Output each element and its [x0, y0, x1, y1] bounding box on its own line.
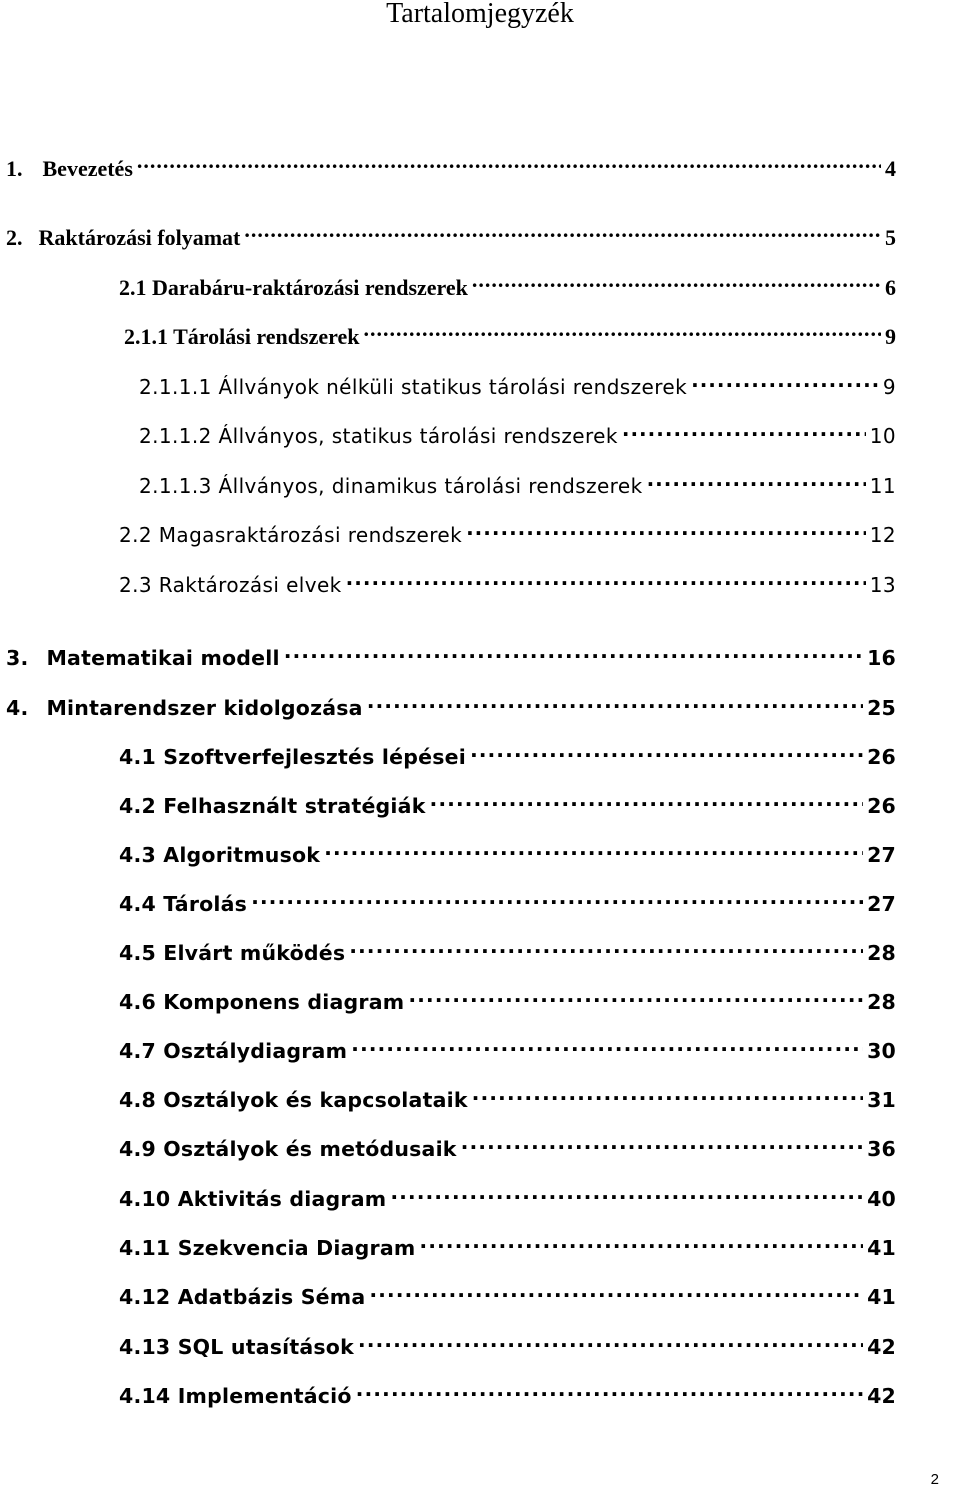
toc-entry-4-2[interactable] [119, 781, 896, 818]
toc-entry-4-7[interactable] [119, 1026, 896, 1063]
toc-entry-label: 4.5 Elvárt működés [119, 941, 346, 965]
toc-entry-4-3[interactable] [119, 830, 896, 867]
toc-entry-page: 5 [885, 225, 896, 250]
toc-entry-label: Bevezetés [42, 156, 133, 181]
toc-entry-4-11[interactable] [119, 1223, 896, 1260]
toc-entry-page: 4 [885, 156, 896, 181]
dot-leader [367, 683, 863, 715]
toc-entry-page: 28 [867, 990, 896, 1014]
dot-leader [346, 560, 866, 592]
toc-entry-page: 41 [867, 1236, 896, 1260]
toc-entry-label: 2.3 Raktározási elvek [119, 573, 342, 597]
toc-entry-page: 31 [867, 1088, 896, 1112]
dot-leader [284, 633, 863, 665]
toc-entry-label: 4.7 Osztálydiagram [119, 1039, 348, 1063]
toc-entry-page: 42 [867, 1384, 896, 1408]
dot-leader [408, 977, 863, 1009]
toc-entry-label: 4.1 Szoftverfejlesztés lépései [119, 745, 466, 769]
toc-entry-2-2[interactable] [119, 510, 896, 547]
dot-leader [137, 144, 881, 176]
toc-entry-label: 4.2 Felhasznált stratégiák [119, 794, 426, 818]
toc-entry-page: 16 [867, 646, 896, 670]
dot-leader [466, 510, 866, 542]
toc-entry-label: Raktározási folyamat [38, 225, 241, 250]
toc-entry-4-4[interactable] [119, 879, 896, 916]
toc-entry-label: 2.1.1 Tárolási rendszerek [124, 324, 360, 349]
toc-entry-2-1-1[interactable] [124, 312, 896, 349]
toc-entry-label: 4.12 Adatbázis Séma [119, 1285, 366, 1309]
toc-entry-number: 2. [6, 225, 23, 250]
dot-leader [472, 263, 881, 295]
dot-leader [251, 879, 863, 911]
toc-title: Tartalomjegyzék [386, 0, 574, 29]
toc-entry-label: 4.11 Szekvencia Diagram [119, 1236, 416, 1260]
toc-entry-raktarozasi-folyamat[interactable] [6, 213, 896, 250]
toc-entry-page: 11 [869, 474, 896, 498]
toc-entry-label: 4.8 Osztályok és kapcsolataik [119, 1088, 468, 1112]
toc-entry-page: 6 [885, 275, 896, 300]
toc-entry-page: 41 [867, 1285, 896, 1309]
dot-leader [647, 461, 866, 493]
toc-entry-label: 4.14 Implementáció [119, 1384, 352, 1408]
toc-entry-4-10[interactable] [119, 1174, 896, 1211]
toc-entry-number: 1. [6, 156, 23, 181]
toc-entry-page: 10 [869, 424, 896, 448]
toc-entry-number: 4. [6, 696, 29, 720]
toc-entry-4-8[interactable] [119, 1075, 896, 1112]
toc-entry-2-1-1-3[interactable] [139, 461, 896, 498]
dot-leader [351, 1026, 863, 1058]
toc-entry-label: Mintarendszer kidolgozása [46, 696, 363, 720]
toc-entry-2-1[interactable] [119, 263, 896, 300]
toc-entry-label: 2.2 Magasraktározási rendszerek [119, 523, 463, 547]
dot-leader [324, 830, 863, 862]
toc-entry-page: 27 [867, 892, 896, 916]
dot-leader [358, 1322, 863, 1354]
toc-entry-page: 13 [869, 573, 896, 597]
toc-entry-page: 9 [882, 375, 896, 399]
toc-entry-label: Matematikai modell [46, 646, 280, 670]
toc-entry-2-1-1-1[interactable] [139, 362, 896, 399]
dot-leader [364, 312, 882, 344]
toc-entry-page: 30 [867, 1039, 896, 1063]
dot-leader [419, 1223, 863, 1255]
toc-entry-2-1-1-2[interactable] [139, 411, 896, 448]
toc-entry-page: 27 [867, 843, 896, 867]
toc-entry-matematikai-modell[interactable] [6, 633, 896, 670]
dot-leader [369, 1272, 863, 1304]
toc-entry-page: 9 [885, 324, 896, 349]
toc-entry-page: 26 [867, 745, 896, 769]
toc-entry-label: 4.9 Osztályok és metódusaik [119, 1137, 457, 1161]
toc-entry-label: 2.1.1.2 Állványos, statikus tárolási rendszerek [139, 424, 618, 448]
toc-entry-label: 4.4 Tárolás [119, 892, 248, 916]
toc-entry-mintarendszer[interactable] [6, 683, 896, 720]
dot-leader [390, 1174, 863, 1206]
toc-entry-label: 4.3 Algoritmusok [119, 843, 321, 867]
toc-entry-label: 2.1 Darabáru-raktározási rendszerek [119, 275, 468, 300]
toc-entry-page: 26 [867, 794, 896, 818]
toc-entry-4-1[interactable] [119, 732, 896, 769]
toc-entry-page: 28 [867, 941, 896, 965]
toc-entry-label: 4.13 SQL utasítások [119, 1335, 354, 1359]
toc-entry-page: 12 [869, 523, 896, 547]
toc-entry-4-13[interactable] [119, 1322, 896, 1359]
toc-entry-4-9[interactable] [119, 1124, 896, 1161]
toc-entry-number: 3. [6, 646, 29, 670]
dot-leader [470, 732, 863, 764]
toc-entry-page: 36 [867, 1137, 896, 1161]
toc-entry-label: 4.6 Komponens diagram [119, 990, 405, 1014]
dot-leader [622, 411, 866, 443]
toc-entry-bevezetes[interactable] [6, 144, 896, 181]
dot-leader [461, 1124, 863, 1156]
toc-entry-label: 2.1.1.3 Állványos, dinamikus tárolási rendszerek [139, 474, 643, 498]
toc-entry-4-12[interactable] [119, 1272, 896, 1309]
toc-entry-label: 2.1.1.1 Állványok nélküli statikus tárolási rendszerek [139, 375, 688, 399]
dot-leader [472, 1075, 863, 1107]
toc-entry-2-3[interactable] [119, 560, 896, 597]
toc-entry-page: 40 [867, 1187, 896, 1211]
dot-leader [430, 781, 864, 813]
dot-leader [244, 213, 881, 245]
toc-entry-label: 4.10 Aktivitás diagram [119, 1187, 387, 1211]
dot-leader [349, 928, 863, 960]
toc-entry-page: 42 [867, 1335, 896, 1359]
dot-leader [356, 1371, 863, 1403]
dot-leader [691, 362, 879, 394]
toc-entry-4-6[interactable] [119, 977, 896, 1014]
page-number: 2 [930, 1471, 939, 1488]
toc-entry-4-14[interactable] [119, 1371, 896, 1408]
toc-entry-4-5[interactable] [119, 928, 896, 965]
toc-entry-page: 25 [867, 696, 896, 720]
